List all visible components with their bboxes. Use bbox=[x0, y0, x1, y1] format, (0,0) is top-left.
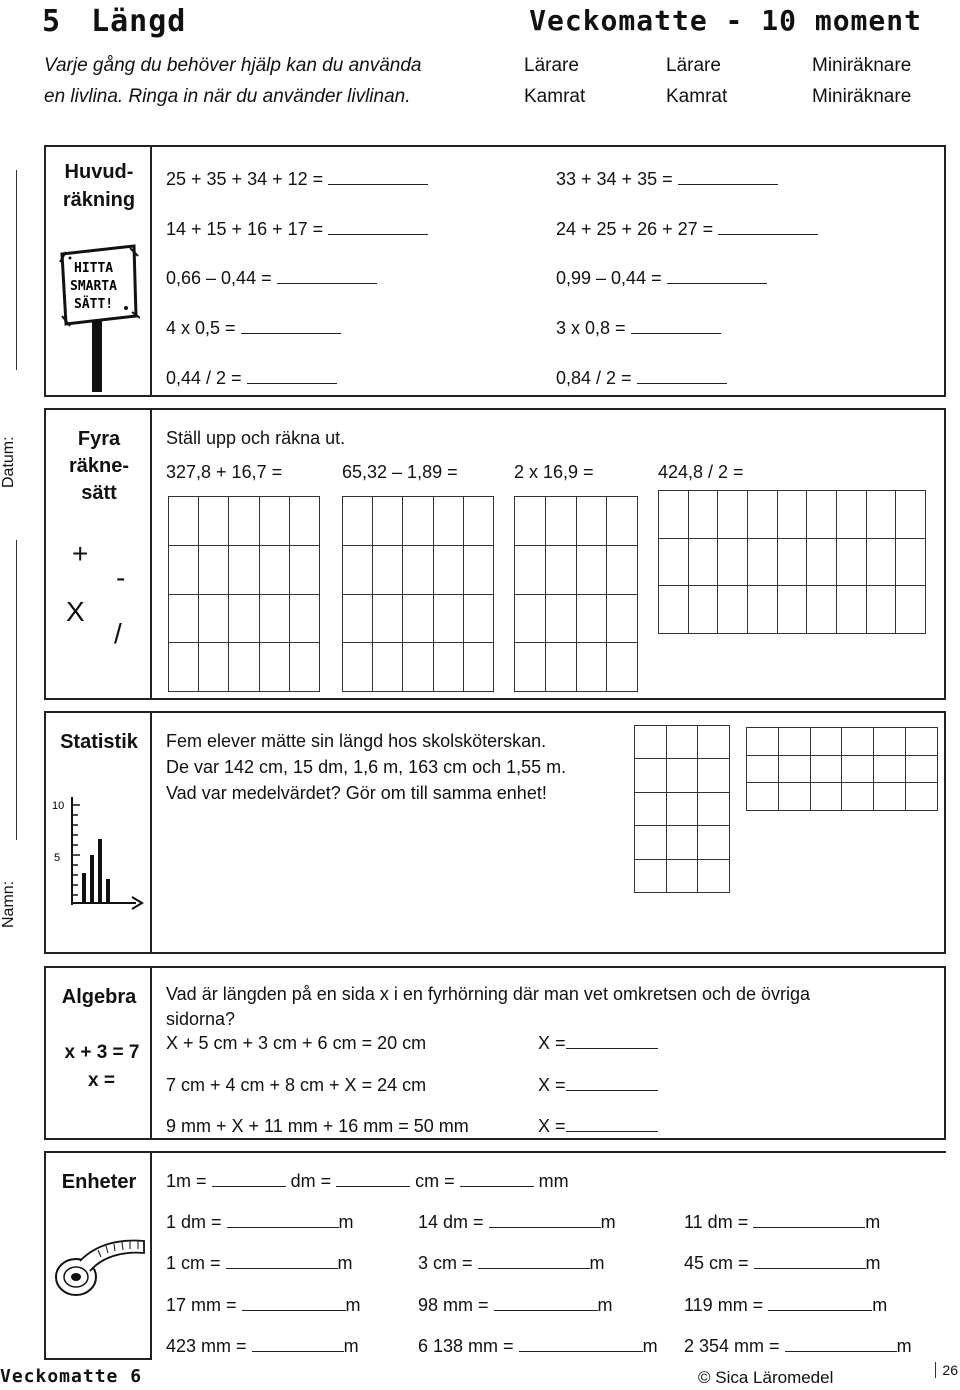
footer-publisher: © Sica Läromedel bbox=[698, 1368, 834, 1387]
name-line[interactable] bbox=[16, 540, 17, 840]
mental-problem bbox=[166, 219, 428, 240]
chapter-heading bbox=[42, 4, 186, 39]
unit-conversion bbox=[684, 1253, 881, 1274]
lifeline-friend-1[interactable]: Kamrat bbox=[524, 86, 586, 107]
statistics-text-3: Vad var medelvärdet? Gör om till samma enhet! bbox=[166, 783, 547, 803]
axis-label-10: 10 bbox=[52, 800, 65, 812]
footer-series: Veckomatte 6 bbox=[0, 1366, 143, 1387]
calc-grid[interactable] bbox=[514, 496, 638, 692]
four-ops-problem: 424,8 / 2 = bbox=[658, 462, 744, 482]
mental-problem bbox=[166, 368, 337, 389]
unit-label: 1 dm = bbox=[166, 1212, 222, 1232]
calc-grid[interactable] bbox=[658, 490, 926, 634]
axis-label-5: 5 bbox=[54, 852, 61, 864]
mental-problem bbox=[556, 268, 767, 289]
answer-line[interactable] bbox=[460, 1171, 534, 1187]
answer-label: X = bbox=[538, 1075, 566, 1095]
statistics-text-2: De var 142 cm, 15 dm, 1,6 m, 163 cm och 1,55 m. bbox=[166, 757, 567, 777]
label-line: sätt bbox=[81, 482, 117, 504]
problem-text: 0,99 – 0,44 = bbox=[556, 268, 662, 288]
answer-line[interactable] bbox=[631, 318, 721, 334]
plus-symbol: + bbox=[72, 538, 89, 569]
unit-conversion bbox=[418, 1336, 658, 1357]
chapter-number: 5 bbox=[42, 4, 62, 39]
answer-line[interactable] bbox=[768, 1295, 872, 1311]
unit-suffix: m bbox=[865, 1253, 881, 1273]
answer-line[interactable] bbox=[328, 169, 428, 185]
unit-label: 6 138 mm = bbox=[418, 1336, 514, 1356]
section-label-statistics bbox=[46, 713, 152, 952]
algebra-equation: 9 mm + X + 11 mm + 16 mm = 50 mm bbox=[166, 1116, 469, 1136]
algebra-equation: X + 5 cm + 3 cm + 6 cm = 20 cm bbox=[166, 1033, 427, 1053]
unit-suffix: m bbox=[896, 1336, 912, 1356]
answer-line[interactable] bbox=[489, 1212, 601, 1228]
label-line: Huvud- bbox=[64, 161, 134, 183]
mental-problem bbox=[556, 219, 818, 240]
answer-line[interactable] bbox=[226, 1253, 338, 1269]
algebra-example-2: x = bbox=[88, 1070, 115, 1091]
unit-label: 98 mm = bbox=[418, 1295, 489, 1315]
label-line: Fyra bbox=[77, 428, 121, 450]
problem-text: 24 + 25 + 26 + 27 = bbox=[556, 219, 714, 239]
unit-conversion bbox=[418, 1295, 613, 1316]
answer-line[interactable] bbox=[566, 1033, 658, 1049]
label-line: räkning bbox=[62, 189, 136, 211]
unit-conversion bbox=[166, 1253, 353, 1274]
unit-label: mm bbox=[538, 1171, 569, 1191]
section-label-mental-math bbox=[46, 147, 152, 395]
section-algebra bbox=[44, 966, 946, 1140]
unit-suffix: m bbox=[337, 1253, 353, 1273]
algebra-answer bbox=[538, 1075, 658, 1096]
lifeline-teacher-1[interactable]: Lärare bbox=[524, 55, 579, 76]
answer-line[interactable] bbox=[242, 1295, 346, 1311]
unit-conversion bbox=[418, 1253, 605, 1274]
answer-line[interactable] bbox=[478, 1253, 590, 1269]
answer-line[interactable] bbox=[241, 318, 341, 334]
sign-text-line: SÄTT! bbox=[74, 297, 114, 312]
unit-conversion bbox=[166, 1295, 361, 1316]
unit-label: 11 dm = bbox=[684, 1212, 749, 1232]
unit-suffix: m bbox=[343, 1336, 359, 1356]
answer-line[interactable] bbox=[566, 1116, 658, 1132]
unit-conversion bbox=[684, 1295, 887, 1316]
answer-line[interactable] bbox=[328, 219, 428, 235]
answer-line[interactable] bbox=[667, 268, 767, 284]
problem-text: 0,66 – 0,44 = bbox=[166, 268, 272, 288]
answer-line[interactable] bbox=[678, 169, 778, 185]
calc-grid[interactable] bbox=[168, 496, 320, 692]
times-symbol: X bbox=[66, 596, 85, 627]
answer-line[interactable] bbox=[212, 1171, 286, 1187]
label-line: Statistik bbox=[60, 731, 138, 753]
unit-conversion bbox=[166, 1212, 354, 1233]
problem-text: 4 x 0,5 = bbox=[166, 318, 236, 338]
lifeline-friend-2[interactable]: Kamrat bbox=[666, 86, 728, 107]
algebra-example-1: x + 3 = 7 bbox=[64, 1042, 140, 1063]
unit-label: 17 mm = bbox=[166, 1295, 237, 1315]
calc-grid[interactable] bbox=[634, 725, 730, 893]
answer-line[interactable] bbox=[247, 368, 337, 384]
instruction-line-1: Varje gång du behöver hjälp kan du använda bbox=[44, 55, 422, 76]
section-label-units bbox=[46, 1153, 152, 1360]
section-label-four-operations bbox=[46, 410, 152, 698]
section-label-algebra bbox=[46, 968, 152, 1138]
unit-label: 2 354 mm = bbox=[684, 1336, 780, 1356]
algebra-answer bbox=[538, 1033, 658, 1054]
statistics-text-1: Fem elever mätte sin längd hos skolsköterskan. bbox=[166, 731, 547, 751]
answer-line[interactable] bbox=[718, 219, 818, 235]
instruction-line-2: en livlina. Ringa in när du använder livlinan. bbox=[44, 86, 411, 107]
lifeline-calculator-2[interactable]: Miniräknare bbox=[812, 86, 912, 107]
answer-line[interactable] bbox=[754, 1253, 866, 1269]
four-ops-problem: 327,8 + 16,7 = bbox=[166, 462, 283, 482]
algebra-question-2: sidorna? bbox=[166, 1009, 236, 1029]
answer-line[interactable] bbox=[785, 1336, 897, 1352]
problem-text: 33 + 34 + 35 = bbox=[556, 169, 673, 189]
unit-label: 1m = bbox=[166, 1171, 207, 1191]
four-ops-problem: 65,32 – 1,89 = bbox=[342, 462, 458, 482]
answer-line[interactable] bbox=[637, 368, 727, 384]
minus-symbol: - bbox=[116, 562, 126, 593]
signpost-icon bbox=[56, 242, 140, 392]
unit-suffix: m bbox=[865, 1212, 881, 1232]
unit-suffix: m bbox=[600, 1212, 616, 1232]
lifeline-calculator-1[interactable]: Miniräknare bbox=[812, 55, 912, 76]
label-line: Enheter bbox=[61, 1171, 137, 1193]
answer-line[interactable] bbox=[494, 1295, 598, 1311]
unit-conversion bbox=[166, 1336, 359, 1357]
units-first-row bbox=[166, 1171, 569, 1192]
section-four-operations bbox=[44, 408, 946, 700]
sign-text-line: SMARTA bbox=[70, 279, 117, 294]
name-label: Namn: bbox=[0, 880, 17, 928]
unit-label: 1 cm = bbox=[166, 1253, 221, 1273]
unit-label: 423 mm = bbox=[166, 1336, 247, 1356]
answer-label: X = bbox=[538, 1116, 566, 1136]
page-number: 26 bbox=[935, 1362, 958, 1378]
date-line[interactable] bbox=[16, 170, 17, 370]
sign-text-line: HITTA bbox=[74, 261, 114, 276]
section-units bbox=[44, 1151, 946, 1360]
unit-label: 119 mm = bbox=[684, 1295, 764, 1315]
answer-line[interactable] bbox=[753, 1212, 865, 1228]
unit-suffix: m bbox=[597, 1295, 613, 1315]
mental-problem bbox=[556, 368, 727, 389]
label-line: Algebra bbox=[61, 986, 137, 1008]
unit-suffix: m bbox=[338, 1212, 354, 1232]
answer-line[interactable] bbox=[252, 1336, 344, 1352]
mental-problem bbox=[166, 268, 377, 289]
unit-conversion bbox=[418, 1212, 616, 1233]
problem-text: 0,84 / 2 = bbox=[556, 368, 632, 388]
mental-problem bbox=[166, 318, 341, 339]
algebra-equation: 7 cm + 4 cm + 8 cm + X = 24 cm bbox=[166, 1075, 427, 1095]
calc-grid[interactable] bbox=[342, 496, 494, 692]
four-ops-instruction: Ställ upp och räkna ut. bbox=[166, 428, 346, 448]
chapter-title: Längd bbox=[91, 4, 187, 39]
problem-text: 3 x 0,8 = bbox=[556, 318, 626, 338]
unit-label: 3 cm = bbox=[418, 1253, 473, 1273]
answer-line[interactable] bbox=[336, 1171, 410, 1187]
unit-label: cm = bbox=[415, 1171, 455, 1191]
unit-suffix: m bbox=[872, 1295, 888, 1315]
unit-conversion bbox=[684, 1336, 912, 1357]
mental-problem bbox=[556, 169, 778, 190]
four-ops-problem: 2 x 16,9 = bbox=[514, 462, 594, 482]
answer-line[interactable] bbox=[566, 1075, 658, 1091]
problem-text: 14 + 15 + 16 + 17 = bbox=[166, 219, 324, 239]
mental-problem bbox=[166, 169, 428, 190]
unit-label: 45 cm = bbox=[684, 1253, 749, 1273]
algebra-question-1: Vad är längden på en sida x i en fyrhörning där man vet omkretsen och de övriga bbox=[166, 984, 811, 1004]
problem-text: 25 + 35 + 34 + 12 = bbox=[166, 169, 324, 189]
answer-line[interactable] bbox=[227, 1212, 339, 1228]
answer-line[interactable] bbox=[277, 268, 377, 284]
unit-conversion bbox=[684, 1212, 880, 1233]
mental-problem bbox=[556, 318, 721, 339]
page-title: Veckomatte - 10 moment bbox=[529, 4, 922, 37]
unit-label: dm = bbox=[290, 1171, 332, 1191]
problem-text: 0,44 / 2 = bbox=[166, 368, 242, 388]
calc-grid[interactable] bbox=[746, 727, 938, 811]
label-line: räkne- bbox=[68, 455, 130, 477]
answer-line[interactable] bbox=[519, 1336, 643, 1352]
algebra-answer bbox=[538, 1116, 658, 1137]
section-mental-math bbox=[44, 145, 946, 397]
divide-symbol: / bbox=[114, 618, 122, 649]
bar-chart-icon bbox=[52, 793, 148, 913]
answer-label: X = bbox=[538, 1033, 566, 1053]
unit-suffix: m bbox=[589, 1253, 605, 1273]
unit-suffix: m bbox=[345, 1295, 361, 1315]
section-statistics bbox=[44, 711, 946, 954]
date-label: Datum: bbox=[0, 436, 17, 488]
unit-suffix: m bbox=[642, 1336, 658, 1356]
lifeline-teacher-2[interactable]: Lärare bbox=[666, 55, 721, 76]
tape-measure-icon bbox=[52, 1231, 148, 1301]
unit-label: 14 dm = bbox=[418, 1212, 484, 1232]
